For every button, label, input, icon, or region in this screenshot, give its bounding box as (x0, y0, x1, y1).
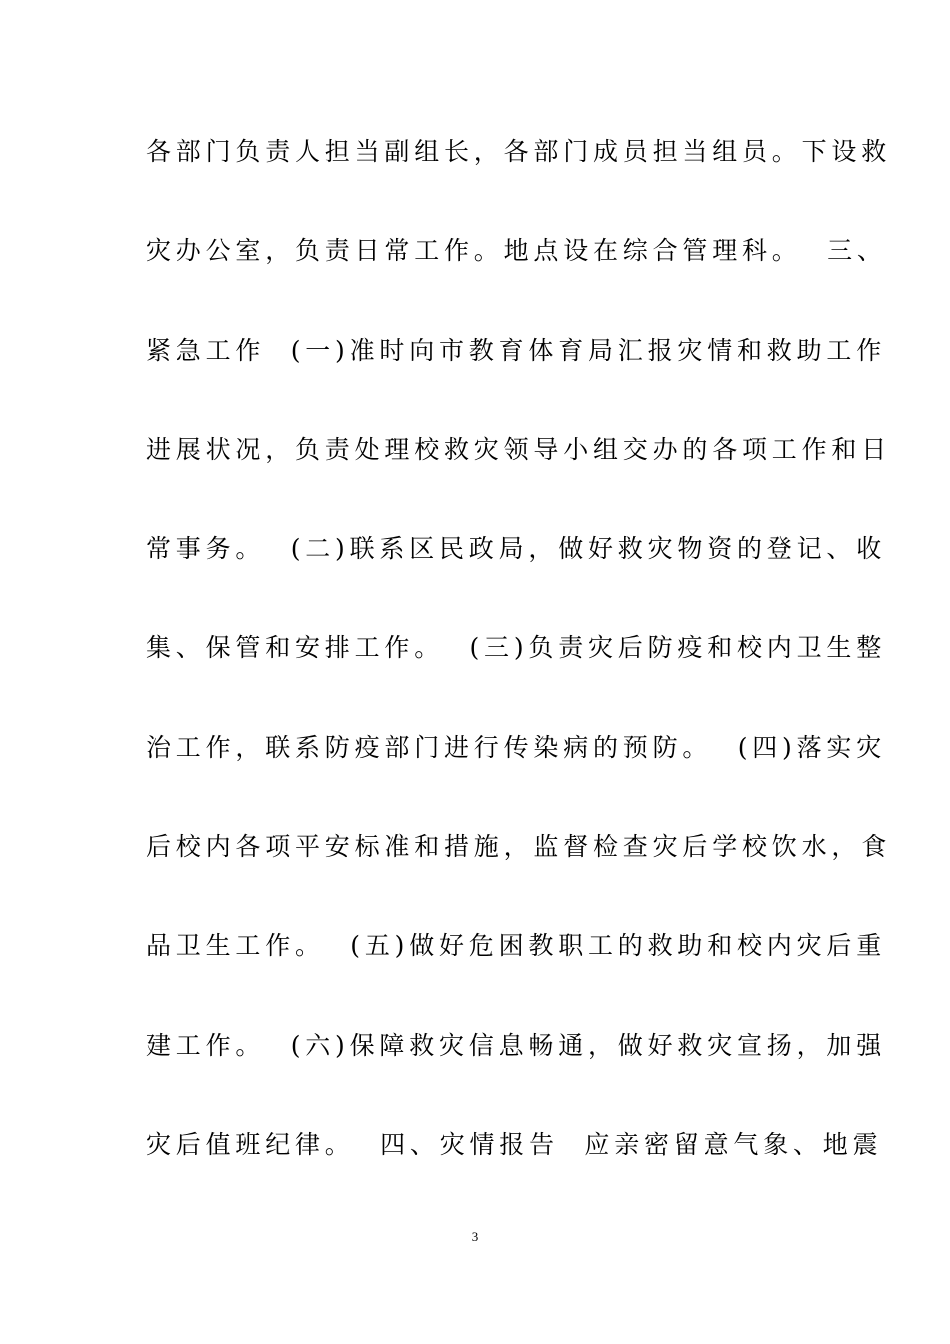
text-line-6: 集、保管和安排工作。 (三)负责灾后防疫和校内卫生整 (146, 633, 887, 663)
page-number: 3 (471, 1229, 479, 1244)
body-text (146, 122, 892, 1214)
text-line-10: 建工作。 (六)保障救灾信息畅通，做好救灾宣扬，加强 (146, 1030, 887, 1060)
text-line-3: 紧急工作 (一)准时向市教育体育局汇报灾情和救助工作 (146, 335, 887, 365)
text-line-7: 治工作，联系防疫部门进行传染病的预防。 (四)落实灾 (146, 732, 887, 762)
text-line-4: 进展状况，负责处理校救灾领导小组交办的各项工作和日 (146, 434, 892, 464)
text-line-2: 灾办公室，负责日常工作。地点设在综合管理科。 三、 (146, 236, 887, 266)
text-line-1: 各部门负责人担当副组长，各部门成员担当组员。下设救 (146, 137, 892, 166)
text-line-5: 常事务。 (二)联系区民政局，做好救灾物资的登记、收 (146, 534, 887, 564)
text-line-11: 灾后值班纪律。 四、灾情报告 应亲密留意气象、地震 (146, 1129, 883, 1159)
text-line-8: 后校内各项平安标准和措施，监督检查灾后学校饮水，食 (146, 832, 892, 862)
text-line-9: 品卫生工作。 (五)做好危困教职工的救助和校内灾后重 (146, 931, 887, 961)
